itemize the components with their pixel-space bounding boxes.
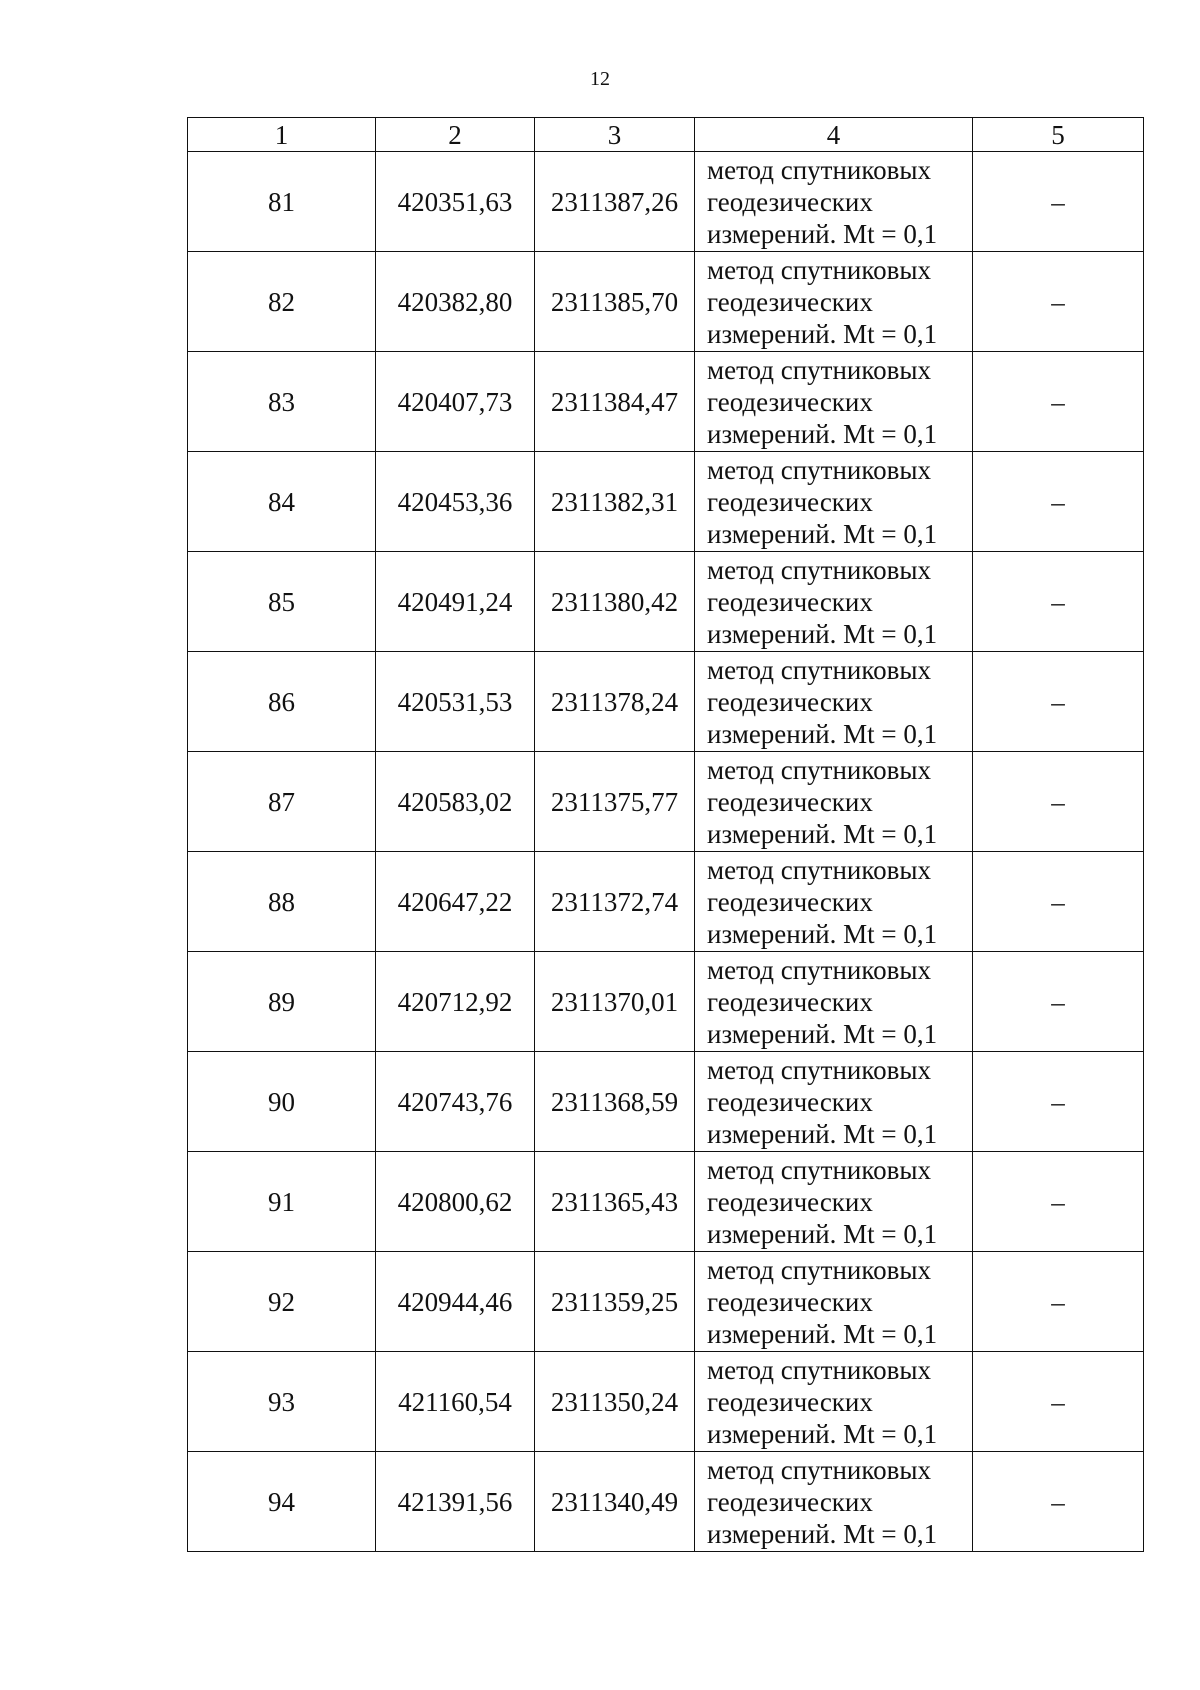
header-col-4: 4 <box>695 118 973 152</box>
method-cell <box>695 1252 973 1352</box>
x-coordinate-cell: 420712,92 <box>376 952 535 1052</box>
method-line: геодезических <box>707 386 873 417</box>
note-cell: – <box>973 452 1144 552</box>
method-line: метод спутниковых <box>707 1254 931 1285</box>
y-coordinate-cell: 2311370,01 <box>535 952 695 1052</box>
method-cell <box>695 852 973 952</box>
x-coordinate-cell: 420800,62 <box>376 1152 535 1252</box>
point-number-cell: 89 <box>188 952 376 1052</box>
x-coordinate-cell: 420531,53 <box>376 652 535 752</box>
method-line: метод спутниковых <box>707 454 931 485</box>
table-row <box>188 152 1144 252</box>
method-cell <box>695 752 973 852</box>
method-line: метод спутниковых <box>707 854 931 885</box>
method-line: измерений. Mt = 0,1 <box>707 1218 938 1249</box>
method-line: измерений. Mt = 0,1 <box>707 1418 938 1449</box>
table-row <box>188 1352 1144 1452</box>
method-line: измерений. Mt = 0,1 <box>707 218 938 249</box>
point-number-cell: 88 <box>188 852 376 952</box>
method-line: метод спутниковых <box>707 1354 931 1385</box>
header-col-5: 5 <box>973 118 1144 152</box>
method-cell <box>695 1052 973 1152</box>
x-coordinate-cell: 420491,24 <box>376 552 535 652</box>
y-coordinate-cell: 2311384,47 <box>535 352 695 452</box>
method-cell <box>695 1152 973 1252</box>
method-line: измерений. Mt = 0,1 <box>707 318 938 349</box>
note-cell: – <box>973 852 1144 952</box>
method-line: метод спутниковых <box>707 154 931 185</box>
note-cell: – <box>973 252 1144 352</box>
note-cell: – <box>973 752 1144 852</box>
method-line: геодезических <box>707 686 873 717</box>
coordinates-table <box>187 117 1144 1552</box>
method-line: измерений. Mt = 0,1 <box>707 1118 938 1149</box>
y-coordinate-cell: 2311380,42 <box>535 552 695 652</box>
method-line: измерений. Mt = 0,1 <box>707 1518 938 1549</box>
method-cell <box>695 352 973 452</box>
y-coordinate-cell: 2311368,59 <box>535 1052 695 1152</box>
method-line: геодезических <box>707 1286 873 1317</box>
y-coordinate-cell: 2311365,43 <box>535 1152 695 1252</box>
note-cell: – <box>973 1052 1144 1152</box>
header-row <box>188 118 1144 152</box>
method-line: измерений. Mt = 0,1 <box>707 718 938 749</box>
x-coordinate-cell: 420351,63 <box>376 152 535 252</box>
header-col-3: 3 <box>535 118 695 152</box>
y-coordinate-cell: 2311382,31 <box>535 452 695 552</box>
note-cell: – <box>973 152 1144 252</box>
method-cell <box>695 552 973 652</box>
method-line: геодезических <box>707 1086 873 1117</box>
method-cell <box>695 952 973 1052</box>
table-row <box>188 452 1144 552</box>
table-row <box>188 752 1144 852</box>
table-row <box>188 652 1144 752</box>
header-col-1: 1 <box>188 118 376 152</box>
x-coordinate-cell: 420407,73 <box>376 352 535 452</box>
table-row <box>188 252 1144 352</box>
point-number-cell: 91 <box>188 1152 376 1252</box>
method-line: метод спутниковых <box>707 754 931 785</box>
note-cell: – <box>973 352 1144 452</box>
x-coordinate-cell: 421391,56 <box>376 1452 535 1552</box>
point-number-cell: 90 <box>188 1052 376 1152</box>
method-line: метод спутниковых <box>707 354 931 385</box>
table-row <box>188 852 1144 952</box>
method-line: метод спутниковых <box>707 254 931 285</box>
note-cell: – <box>973 552 1144 652</box>
method-line: геодезических <box>707 586 873 617</box>
x-coordinate-cell: 420647,22 <box>376 852 535 952</box>
table-row <box>188 552 1144 652</box>
table-body <box>188 152 1144 1552</box>
note-cell: – <box>973 1252 1144 1352</box>
table-row <box>188 352 1144 452</box>
y-coordinate-cell: 2311359,25 <box>535 1252 695 1352</box>
point-number-cell: 84 <box>188 452 376 552</box>
method-line: геодезических <box>707 1186 873 1217</box>
method-line: геодезических <box>707 786 873 817</box>
method-line: метод спутниковых <box>707 1454 931 1485</box>
method-line: измерений. Mt = 0,1 <box>707 418 938 449</box>
y-coordinate-cell: 2311340,49 <box>535 1452 695 1552</box>
table-header <box>188 118 1144 152</box>
x-coordinate-cell: 420743,76 <box>376 1052 535 1152</box>
note-cell: – <box>973 1352 1144 1452</box>
x-coordinate-cell: 421160,54 <box>376 1352 535 1452</box>
method-cell <box>695 452 973 552</box>
y-coordinate-cell: 2311350,24 <box>535 1352 695 1452</box>
note-cell: – <box>973 1452 1144 1552</box>
x-coordinate-cell: 420453,36 <box>376 452 535 552</box>
point-number-cell: 83 <box>188 352 376 452</box>
method-line: геодезических <box>707 286 873 317</box>
method-line: геодезических <box>707 986 873 1017</box>
x-coordinate-cell: 420944,46 <box>376 1252 535 1352</box>
point-number-cell: 81 <box>188 152 376 252</box>
method-line: измерений. Mt = 0,1 <box>707 618 938 649</box>
x-coordinate-cell: 420583,02 <box>376 752 535 852</box>
method-line: измерений. Mt = 0,1 <box>707 1018 938 1049</box>
method-line: метод спутниковых <box>707 1154 931 1185</box>
header-col-2: 2 <box>376 118 535 152</box>
table-row <box>188 1452 1144 1552</box>
method-line: измерений. Mt = 0,1 <box>707 818 938 849</box>
point-number-cell: 82 <box>188 252 376 352</box>
method-line: геодезических <box>707 486 873 517</box>
method-line: метод спутниковых <box>707 554 931 585</box>
method-cell <box>695 252 973 352</box>
point-number-cell: 94 <box>188 1452 376 1552</box>
method-line: метод спутниковых <box>707 1054 931 1085</box>
table-row <box>188 952 1144 1052</box>
method-line: геодезических <box>707 186 873 217</box>
point-number-cell: 93 <box>188 1352 376 1452</box>
method-cell <box>695 1452 973 1552</box>
method-line: измерений. Mt = 0,1 <box>707 518 938 549</box>
page-number: 12 <box>590 68 610 90</box>
point-number-cell: 85 <box>188 552 376 652</box>
method-cell <box>695 652 973 752</box>
table-row <box>188 1152 1144 1252</box>
table-row <box>188 1252 1144 1352</box>
y-coordinate-cell: 2311372,74 <box>535 852 695 952</box>
method-line: метод спутниковых <box>707 954 931 985</box>
method-line: геодезических <box>707 886 873 917</box>
point-number-cell: 92 <box>188 1252 376 1352</box>
note-cell: – <box>973 1152 1144 1252</box>
table-row <box>188 1052 1144 1152</box>
note-cell: – <box>973 652 1144 752</box>
method-line: измерений. Mt = 0,1 <box>707 1318 938 1349</box>
y-coordinate-cell: 2311378,24 <box>535 652 695 752</box>
method-line: геодезических <box>707 1486 873 1517</box>
method-line: метод спутниковых <box>707 654 931 685</box>
note-cell: – <box>973 952 1144 1052</box>
point-number-cell: 86 <box>188 652 376 752</box>
y-coordinate-cell: 2311387,26 <box>535 152 695 252</box>
method-line: геодезических <box>707 1386 873 1417</box>
y-coordinate-cell: 2311385,70 <box>535 252 695 352</box>
method-cell <box>695 152 973 252</box>
method-line: измерений. Mt = 0,1 <box>707 918 938 949</box>
y-coordinate-cell: 2311375,77 <box>535 752 695 852</box>
method-cell <box>695 1352 973 1452</box>
point-number-cell: 87 <box>188 752 376 852</box>
x-coordinate-cell: 420382,80 <box>376 252 535 352</box>
